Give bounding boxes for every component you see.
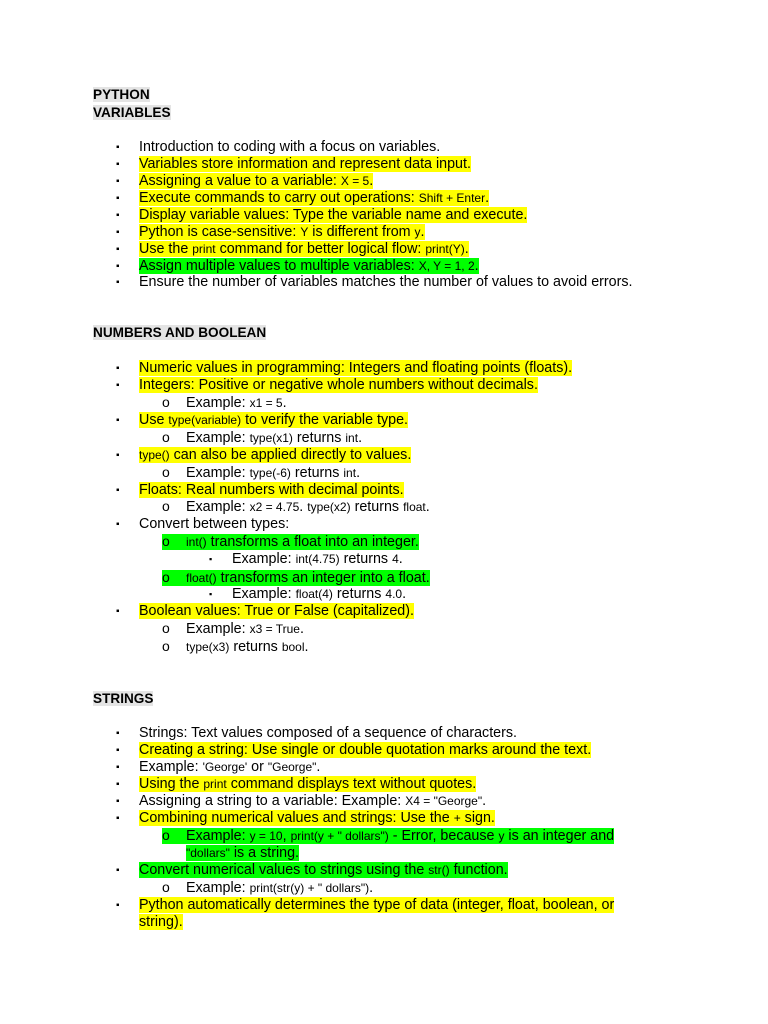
sub-sub-list-item: ▪ Example: int(4.75) returns 4. [209, 551, 403, 567]
sub-list-item: o Example: x3 = True. [162, 620, 304, 637]
list-item: ▪ Assign multiple values to multiple variables: X, Y = 1, 2. [116, 258, 479, 274]
list-item: ▪ Numeric values in programming: Integers and floating points (floats). [116, 360, 573, 376]
list-item: ▪ type() can also be applied directly to values. [116, 447, 412, 463]
sub-sub-list-item: ▪ Example: float(4) returns 4.0. [209, 586, 407, 602]
list-item: ▪ Floats: Real numbers with decimal points. [116, 482, 404, 498]
list-item: ▪ Example: 'George' or "George". [116, 759, 321, 775]
sub-list-item: o Example: type(x1) returns int. [162, 429, 363, 446]
list-item: ▪ Python automatically determines the type of data (integer, float, boolean, or [116, 897, 615, 913]
sub-list-item: o Example: print(str(y) + " dollars"). [162, 879, 374, 896]
list-item: ▪ Strings: Text values composed of a sequence of characters. [116, 725, 518, 741]
list-item: ▪ Creating a string: Use single or double quotation marks around the text. [116, 742, 592, 758]
list-item-continuation: string). [139, 914, 183, 930]
sub-list-item: o Example: y = 10, print(y + " dollars") - Error, because y is an integer and [162, 827, 615, 844]
sub-list-item: o Example: x1 = 5. [162, 394, 287, 411]
sub-list-item: o float() transforms an integer into a float. [162, 569, 430, 586]
section-title-numbers: NUMBERS AND BOOLEAN [93, 325, 267, 340]
section-title-variables: VARIABLES [93, 105, 171, 120]
list-item: ▪ Python is case-sensitive: Y is different from y. [116, 224, 425, 240]
list-item: ▪ Display variable values: Type the variable name and execute. [116, 207, 528, 223]
section-title-strings: STRINGS [93, 691, 154, 706]
list-item: ▪ Introduction to coding with a focus on variables. [116, 139, 441, 155]
list-item: ▪ Using the print command displays text without quotes. [116, 776, 477, 792]
sub-list-item: o Example: x2 = 4.75. type(x2) returns float. [162, 498, 430, 515]
list-item: ▪ Convert numerical values to strings using the str() function. [116, 862, 508, 878]
list-item: ▪ Use type(variable) to verify the variable type. [116, 412, 408, 428]
sub-list-item: o type(x3) returns bool. [162, 638, 309, 655]
section-title-python: PYTHON [93, 87, 150, 102]
sub-list-item: o Example: type(-6) returns int. [162, 464, 361, 481]
list-item: ▪ Assigning a string to a variable: Example: X4 = "George". [116, 793, 487, 809]
list-item: ▪ Integers: Positive or negative whole numbers without decimals. [116, 377, 538, 393]
list-item: ▪ Assigning a value to a variable: X = 5. [116, 173, 374, 189]
sub-list-item-continuation: "dollars" is a string. [186, 845, 299, 861]
list-item: ▪ Ensure the number of variables matches the number of values to avoid errors. [116, 274, 633, 290]
list-item: ▪ Execute commands to carry out operations: Shift + Enter. [116, 190, 490, 206]
list-item: ▪ Variables store information and represent data input. [116, 156, 471, 172]
list-item: ▪ Convert between types: [116, 516, 290, 532]
sub-list-item: o int() transforms a float into an integer. [162, 533, 419, 550]
list-item: ▪ Boolean values: True or False (capitalized). [116, 603, 414, 619]
list-item: ▪ Combining numerical values and strings: Use the + sign. [116, 810, 495, 826]
list-item: ▪ Use the print command for better logical flow: print(Y). [116, 241, 469, 257]
